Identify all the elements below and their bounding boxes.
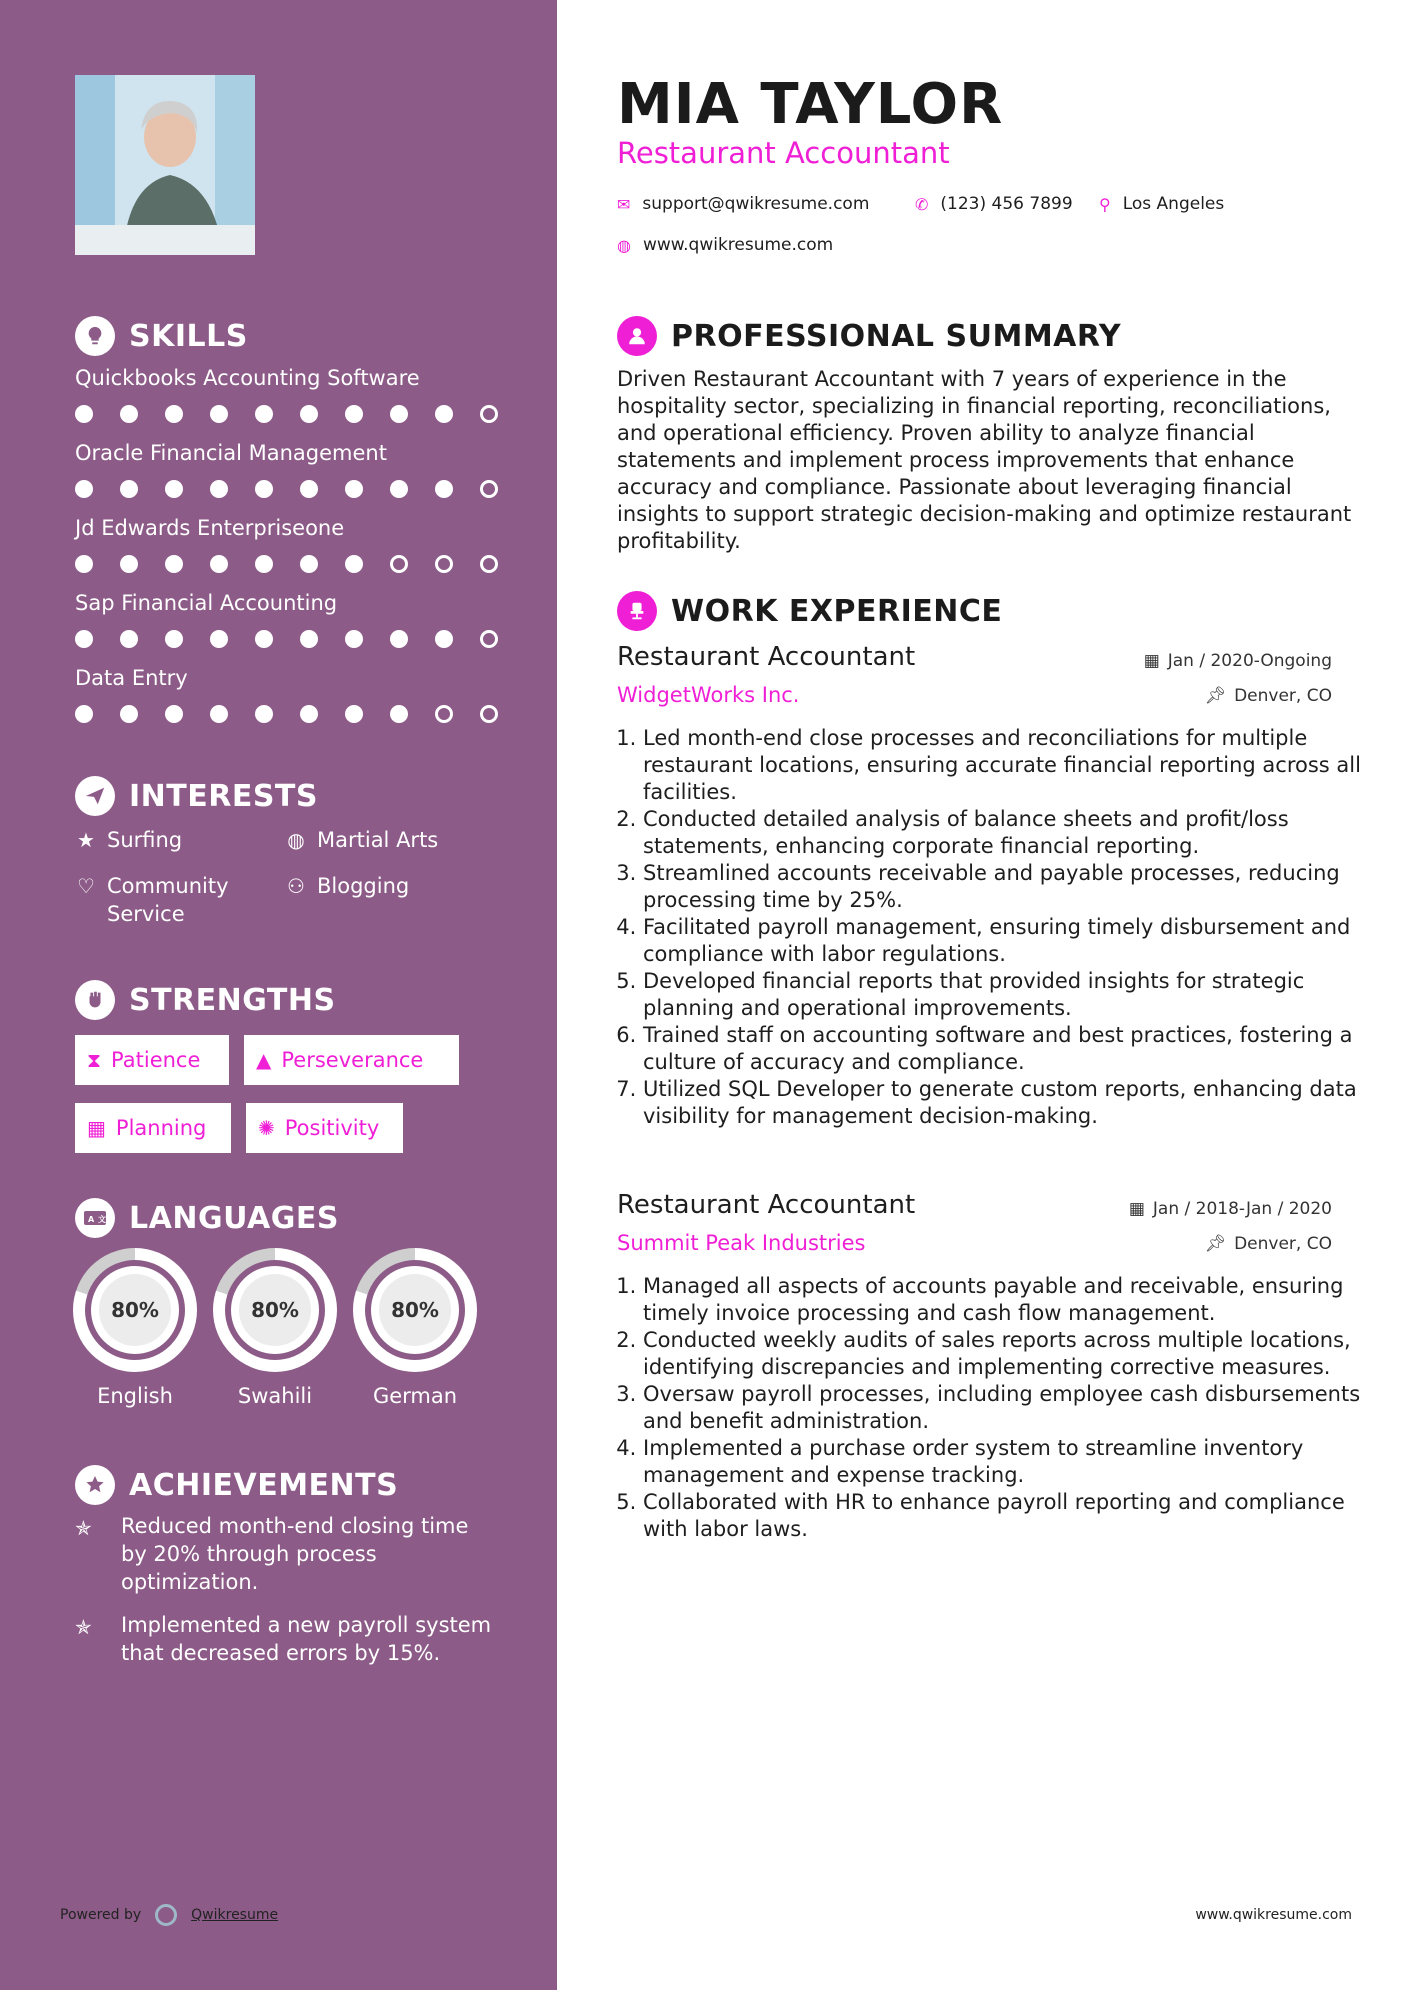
star-icon: ★ [77, 828, 95, 852]
skill-dot-filled [120, 705, 138, 723]
user-icon [617, 316, 657, 356]
skill-rating [75, 405, 498, 423]
interest-item: ★ Surfing [75, 826, 182, 854]
interest-item: ♡ Community Service [75, 872, 255, 928]
skill-name: Data Entry [75, 666, 188, 690]
task-item: 4. Facilitated payroll management, ensuring timely disbursement and compliance with labor regulations. [643, 914, 1393, 968]
skill-dot-filled [75, 555, 93, 573]
hourglass-icon: ⧗ [87, 1048, 102, 1072]
skill-dot-filled [75, 480, 93, 498]
skill-dot-filled [255, 630, 273, 648]
skill-name: Quickbooks Accounting Software [75, 366, 420, 390]
achievements-heading [75, 1465, 398, 1505]
job-tasks [617, 1273, 1393, 1543]
skill-dot-empty [435, 555, 453, 573]
skill-dot-filled [165, 405, 183, 423]
skill-dot-empty [390, 555, 408, 573]
star-badge-icon [75, 1465, 115, 1505]
job-title: Restaurant Accountant [617, 642, 916, 672]
job-location: 📌︎ Denver, CO [1204, 1234, 1332, 1254]
skill-dot-empty [435, 705, 453, 723]
skill-dot-filled [300, 555, 318, 573]
task-item: 1. Led month-end close processes and reconciliations for multiple restaurant locations, ensuring accurate financial reporting across all facilities. [643, 725, 1393, 806]
achievement-item: ✯ Reduced month-end closing time by 20% through process optimization. [75, 1514, 469, 1594]
skill-dot-filled [435, 630, 453, 648]
skill-dot-filled [210, 705, 228, 723]
skill-rating [75, 555, 498, 573]
skill-dot-empty [480, 555, 498, 573]
road-icon: ▲ [256, 1048, 272, 1072]
shooting-star-icon: ✯ [75, 1615, 92, 1639]
skill-dot-filled [300, 705, 318, 723]
job-role: Restaurant Accountant [617, 136, 950, 170]
phone-icon: ✆ [915, 194, 929, 214]
skill-dot-filled [345, 630, 363, 648]
skills-title: SKILLS [129, 318, 248, 354]
strengths-title: STRENGTHS [129, 982, 336, 1018]
interest-item: ◍ Martial Arts [285, 826, 438, 854]
strength-badge: ⧗ Patience [75, 1035, 229, 1085]
qwikresume-logo-icon [155, 1904, 177, 1926]
languages-title: LANGUAGES [129, 1200, 339, 1236]
task-item: 1. Managed all aspects of accounts payable and receivable, ensuring timely invoice processing and cash flow management. [643, 1273, 1393, 1327]
summary-text: Driven Restaurant Accountant with 7 years of experience in the hospitality sector, specializing in financial reporting, reconciliations, and operational efficiency. Proven ability to analyze financial statements and implement process improvements that enhance accuracy and compliance. Passionate about leveraging financial insights to support strategic decision-making and optimize restaurant profitability. [617, 367, 1352, 553]
skill-name: Jd Edwards Enterpriseone [75, 516, 345, 540]
task-item: 5. Developed financial reports that provided insights for strategic planning and operational improvements. [643, 968, 1393, 1022]
language-percent: 80% [379, 1274, 451, 1346]
interests-title: INTERESTS [129, 778, 318, 814]
skill-dot-filled [165, 480, 183, 498]
skill-rating [75, 630, 498, 648]
skill-name: Sap Financial Accounting [75, 591, 338, 615]
strength-badge: ▦ Planning [75, 1103, 231, 1153]
skill-dot-filled [210, 630, 228, 648]
lightbulb-icon [75, 316, 115, 356]
contact-website: ◍ www.qwikresume.com [617, 235, 834, 255]
pushpin-icon: 📌︎ [1204, 1234, 1227, 1254]
pushpin-icon: 📌︎ [1204, 686, 1227, 706]
skill-dot-filled [435, 405, 453, 423]
skill-dot-filled [345, 555, 363, 573]
skill-dot-filled [75, 630, 93, 648]
skill-dot-filled [300, 630, 318, 648]
skill-dot-empty [480, 405, 498, 423]
skill-dot-filled [210, 555, 228, 573]
sidebar [0, 0, 557, 1990]
qwikresume-link[interactable]: Qwikresume [191, 1907, 279, 1923]
summary-heading [617, 316, 1121, 356]
skill-dot-filled [120, 480, 138, 498]
task-item: 6. Trained staff on accounting software and best practices, fostering a culture of accuracy and compliance. [643, 1022, 1393, 1076]
footer-website[interactable]: www.qwikresume.com [1195, 1907, 1352, 1923]
skill-dot-filled [165, 705, 183, 723]
task-item: 2. Conducted weekly audits of sales reports across multiple locations, identifying discrepancies and implementing corrective measures. [643, 1327, 1393, 1381]
skill-dot-filled [210, 480, 228, 498]
main-content [557, 0, 1407, 1990]
skill-rating [75, 705, 498, 723]
calendar-icon: ▦ [87, 1116, 106, 1140]
language-ring [213, 1248, 337, 1372]
task-item: 4. Implemented a purchase order system to streamline inventory management and expense tracking. [643, 1435, 1393, 1489]
skill-dot-filled [435, 480, 453, 498]
contact-phone: ✆ (123) 456 7899 [915, 194, 1073, 214]
language-name: Swahili [237, 1384, 313, 1408]
strength-badge: ▲ Perseverance [244, 1035, 459, 1085]
skill-dot-empty [480, 480, 498, 498]
language-percent: 80% [239, 1274, 311, 1346]
skill-dot-filled [255, 405, 273, 423]
powered-by: Powered by Qwikresume [60, 1904, 278, 1926]
skill-dot-empty [480, 630, 498, 648]
contact-email: ✉ support@qwikresume.com [617, 194, 870, 214]
skill-dot-filled [300, 405, 318, 423]
summary-title: PROFESSIONAL SUMMARY [671, 318, 1122, 354]
skill-dot-filled [165, 555, 183, 573]
candidate-name: MIA TAYLOR [617, 72, 1004, 137]
paper-plane-icon [75, 776, 115, 816]
skill-dot-filled [255, 555, 273, 573]
experience-heading [617, 591, 1002, 631]
job-title: Restaurant Accountant [617, 1190, 916, 1220]
achievements-title: ACHIEVEMENTS [129, 1467, 399, 1503]
language-percent: 80% [99, 1274, 171, 1346]
language-name: German [372, 1384, 458, 1408]
strength-badge: ✺ Positivity [246, 1103, 403, 1153]
company-name: Summit Peak Industries [617, 1231, 866, 1255]
task-item: 3. Oversaw payroll processes, including employee cash disbursements and benefit administration. [643, 1381, 1393, 1435]
skill-dot-filled [345, 705, 363, 723]
skill-dot-filled [390, 630, 408, 648]
languages-heading [75, 1198, 339, 1238]
svg-text:A 文: A 文 [88, 1215, 107, 1224]
office-chair-icon [617, 591, 657, 631]
globe-icon: ◍ [287, 828, 305, 852]
task-item: 5. Collaborated with HR to enhance payroll reporting and compliance with labor laws. [643, 1489, 1393, 1543]
skill-rating [75, 480, 498, 498]
calendar-icon: ▦ [1143, 651, 1160, 671]
users-icon: ⚇ [287, 874, 305, 898]
skill-dot-filled [120, 555, 138, 573]
task-item: 3. Streamlined accounts receivable and payable processes, reducing processing time by 25%. [643, 860, 1393, 914]
skills-heading [75, 316, 248, 356]
language-ring [353, 1248, 477, 1372]
envelope-icon: ✉ [617, 194, 631, 214]
heart-icon: ♡ [77, 874, 95, 898]
achievement-item: ✯ Implemented a new payroll system that decreased errors by 15%. [75, 1613, 492, 1665]
interests-heading [75, 776, 318, 816]
globe-icon: ◍ [617, 235, 631, 255]
skill-dot-filled [345, 480, 363, 498]
skill-dot-filled [75, 405, 93, 423]
skill-dot-filled [300, 480, 318, 498]
language-icon [75, 1198, 115, 1238]
task-item: 7. Utilized SQL Developer to generate custom reports, enhancing data visibility for management decision-making. [643, 1076, 1393, 1130]
shooting-star-icon: ✯ [75, 1516, 92, 1540]
language-name: English [97, 1384, 173, 1408]
job-tasks [617, 725, 1393, 1130]
skill-dot-filled [390, 480, 408, 498]
strengths-heading [75, 980, 336, 1020]
map-pin-icon: ⚲ [1099, 194, 1111, 214]
profile-photo [75, 75, 255, 255]
skill-dot-filled [255, 480, 273, 498]
sun-icon: ✺ [258, 1116, 275, 1140]
skill-dot-empty [480, 705, 498, 723]
skill-dot-filled [120, 630, 138, 648]
experience-title: WORK EXPERIENCE [671, 593, 1003, 629]
skill-dot-filled [345, 405, 363, 423]
skill-dot-filled [165, 630, 183, 648]
skill-dot-filled [390, 705, 408, 723]
skill-name: Oracle Financial Management [75, 441, 387, 465]
company-name: WidgetWorks Inc. [617, 683, 800, 707]
interest-item: ⚇ Blogging [285, 872, 409, 900]
skill-dot-filled [255, 705, 273, 723]
task-item: 2. Conducted detailed analysis of balance sheets and profit/loss statements, enhancing corporate financial reporting. [643, 806, 1393, 860]
fist-icon [75, 980, 115, 1020]
skill-dot-filled [120, 405, 138, 423]
skill-dot-filled [75, 705, 93, 723]
job-dates: ▦ Jan / 2020-Ongoing [1143, 651, 1332, 671]
skill-dot-filled [390, 405, 408, 423]
language-ring [73, 1248, 197, 1372]
calendar-icon: ▦ [1128, 1199, 1145, 1219]
skill-dot-filled [210, 405, 228, 423]
job-dates: ▦ Jan / 2018-Jan / 2020 [1128, 1199, 1332, 1219]
job-location: 📌︎ Denver, CO [1204, 686, 1332, 706]
contact-location: ⚲ Los Angeles [1099, 194, 1225, 214]
